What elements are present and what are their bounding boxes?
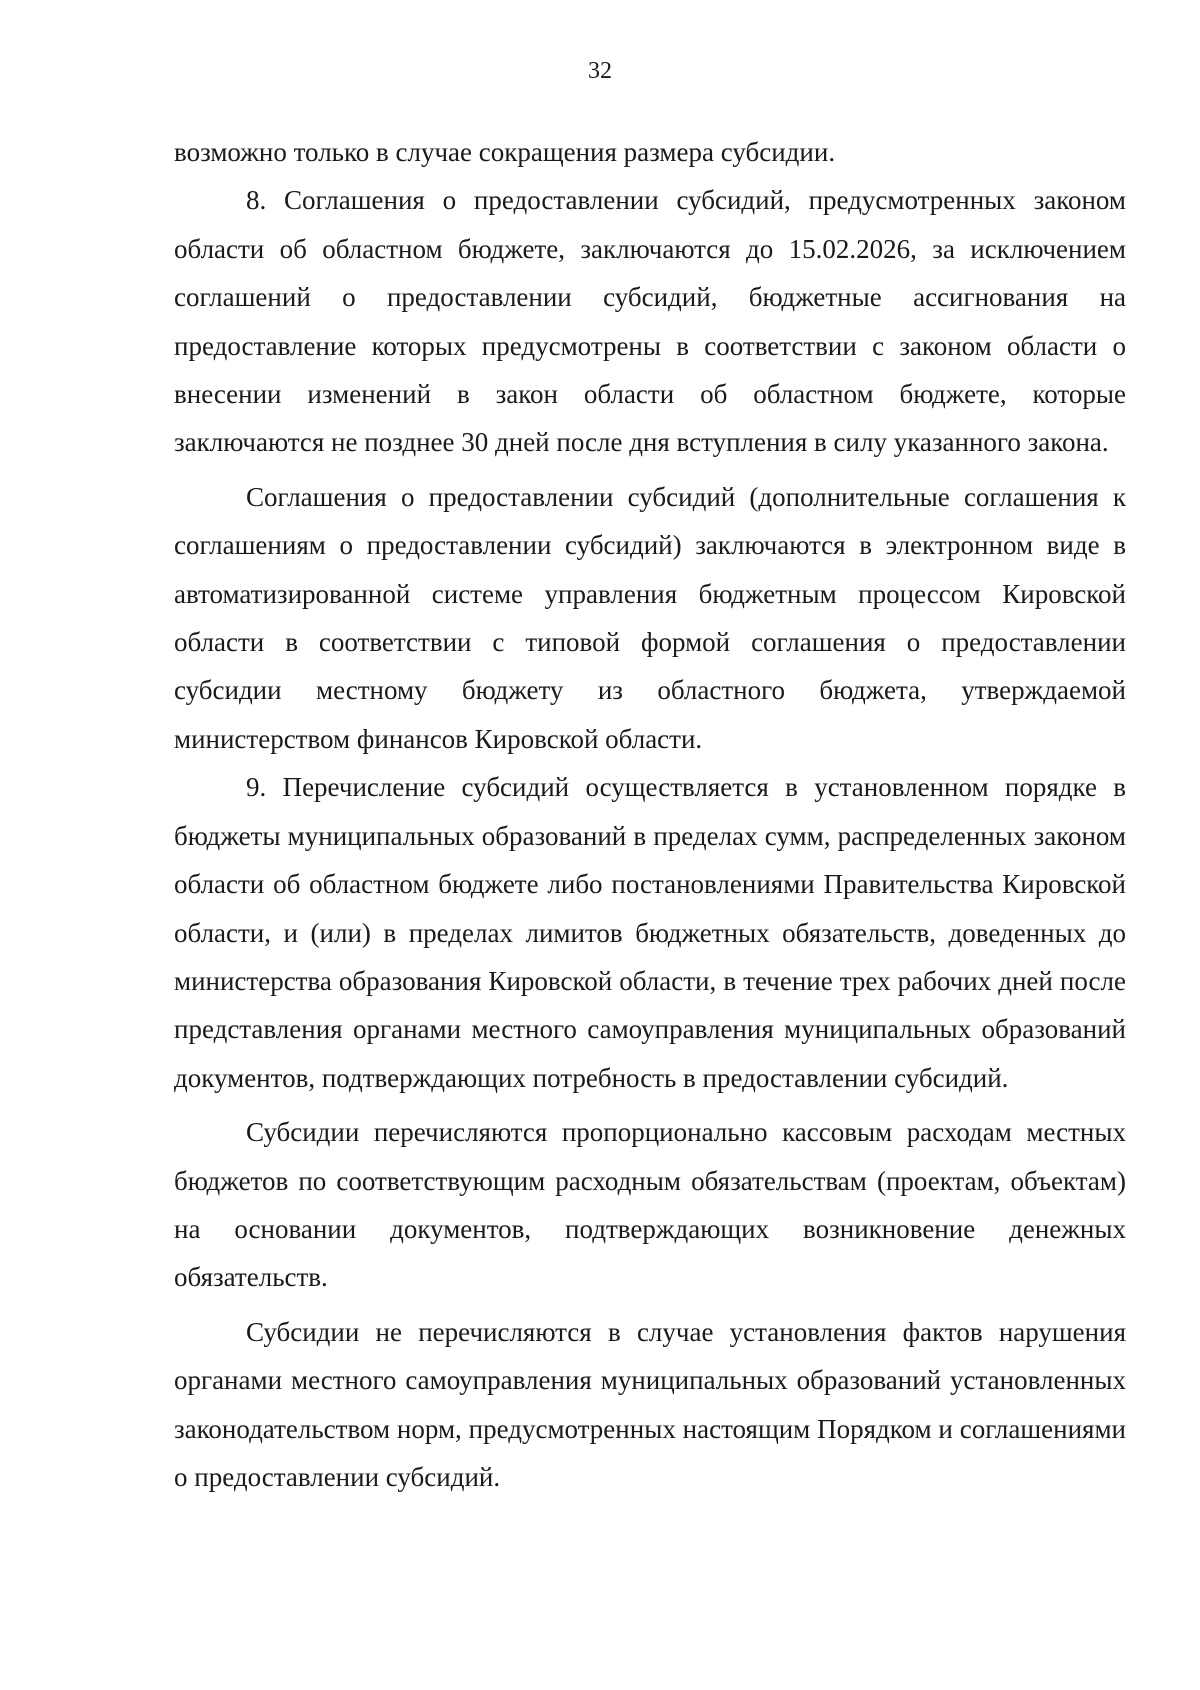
page-number: 32 [588,58,612,84]
document-body [174,128,1126,1501]
paragraph-subsidies-not-transferred: Субсидии не перечисляются в случае установления фактов нарушения органами местного самоуправления муниципальных образований установленных законодательством норм, предусмотренных настоящим Порядком и соглашениями о предоставлении субсидий. [174,1316,1126,1492]
paragraph-agreements-electronic: Соглашения о предоставлении субсидий (дополнительные соглашения к соглашениям о предоставлении субсидий) заключаются в электронном виде в автоматизированной системе управления бюджетным процессом Кировской области в соответствии с типовой формой соглашения о предоставлении субсидии местному бюджету из областного бюджета, утверждаемой министерством финансов Кировской области. [174,481,1126,754]
paragraph-continuation: возможно только в случае сокращения размера субсидии. [174,137,836,167]
paragraph-clause-9: 9. Перечисление субсидий осуществляется в установленном порядке в бюджеты муниципальных образований в пределах сумм, распределенных законом области об областном бюджете либо постановлениями Правительства Кировской области, и (или) в пределах лимитов бюджетных обязательств, доведенных до министерства образования Кировской области, в течение трех рабочих дней после представления органами местного самоуправления муниципальных образований документов, подтверждающих потребность в предоставлении субсидий. [174,772,1126,1093]
paragraph-clause-8: 8. Соглашения о предоставлении субсидий, предусмотренных законом области об областном бюджете, заключаются до 15.02.2026, за исключением соглашений о предоставлении субсидий, бюджетные ассигнования на предоставление которых предусмотрены в соответствии с законом области о внесении изменений в закон области об областном бюджете, которые заключаются не позднее 30 дней после дня вступления в силу указанного закона. [174,185,1126,458]
paragraph-subsidies-transfer: Субсидии перечисляются пропорционально кассовым расходам местных бюджетов по соответствующим расходным обязательствам (проектам, объектам) на основании документов, подтверждающих возникновение денежных обязательств. [174,1117,1126,1293]
